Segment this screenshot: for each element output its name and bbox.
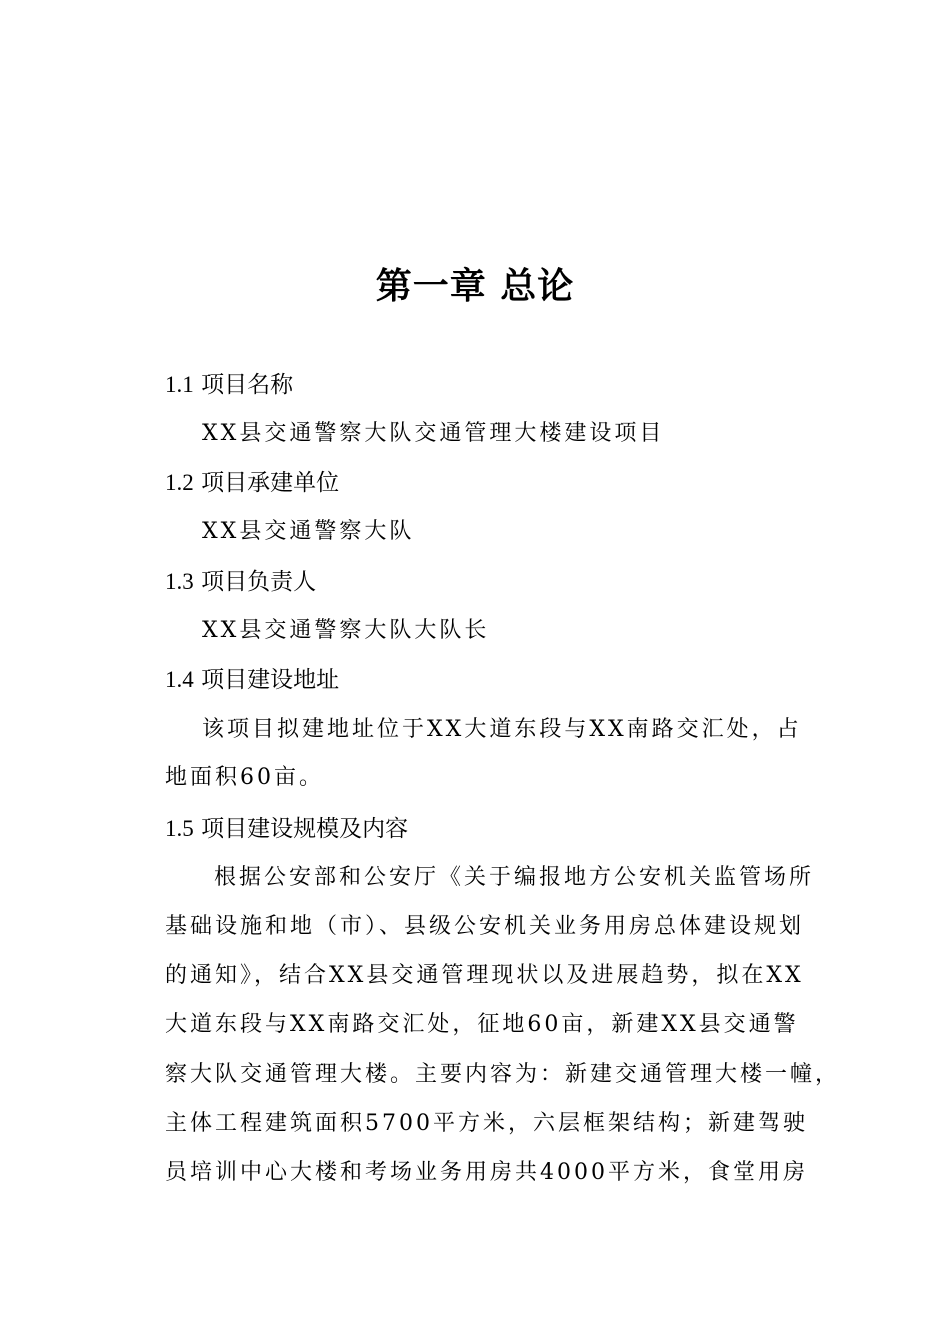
section-number: 1.1 [165,372,194,397]
section-heading-1-4 [165,661,339,694]
section-heading-1-5 [165,810,408,843]
section-title: 项目名称 [201,372,294,398]
paragraph-line: 基础设施和地（市）、县级公安机关业务用房总体建设规划 [165,914,805,939]
section-heading-1-1 [165,366,293,399]
section-content-1-1: XX县交通警察大队交通管理大楼建设项目 [202,421,665,446]
paragraph-line: 员培训中心大楼和考场业务用房共4000平方米，食堂用房 [165,1160,808,1185]
paragraph-line: 察大队交通管理大楼。主要内容为：新建交通管理大楼一幢， [165,1062,841,1087]
paragraph-line: 地面积60亩。 [165,765,324,790]
section-content-1-2: XX县交通警察大队 [202,519,415,544]
paragraph-line: 该项目拟建地址位于XX大道东段与XX南路交汇处，占 [202,717,802,742]
section-title: 项目承建单位 [201,470,340,496]
section-heading-1-2 [165,464,339,497]
section-number: 1.5 [165,816,194,841]
section-number: 1.2 [165,470,194,495]
chapter-title: 第一章 总论 [375,265,575,307]
paragraph-line: 的通知》，结合XX县交通管理现状以及进展趋势，拟在XX [165,963,804,988]
section-number: 1.3 [165,569,194,594]
section-title: 项目建设规模及内容 [201,816,409,842]
section-title: 项目负责人 [201,569,317,595]
section-heading-1-3 [165,563,316,596]
section-content-1-3: XX县交通警察大队大队长 [202,618,490,643]
paragraph-line: 根据公安部和公安厅《关于编报地方公安机关监管场所 [214,865,815,890]
section-number: 1.4 [165,667,194,692]
paragraph-line: 大道东段与XX南路交汇处，征地60亩，新建XX县交通警 [165,1012,799,1037]
paragraph-line: 主体工程建筑面积5700平方米，六层框架结构；新建驾驶 [165,1111,808,1136]
section-title: 项目建设地址 [201,667,340,693]
